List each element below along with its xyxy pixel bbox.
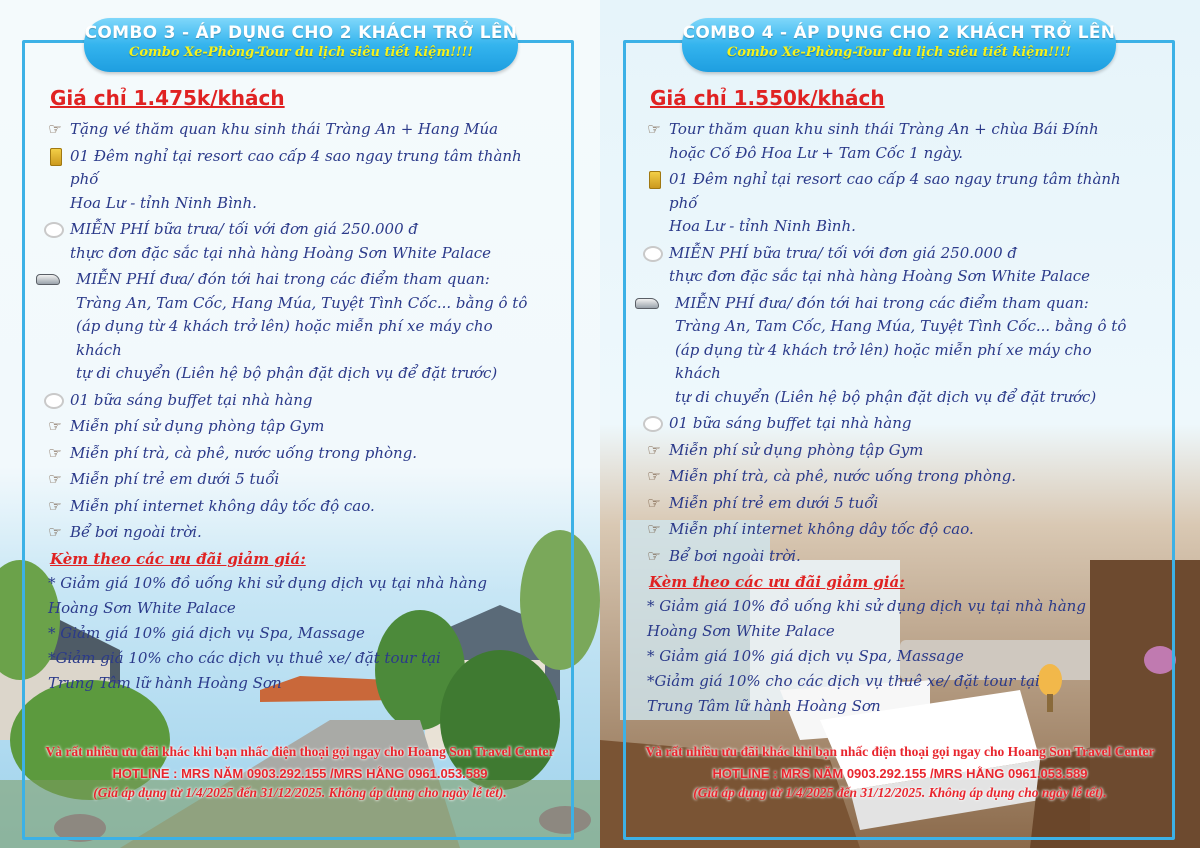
- hand-point-icon: ☞: [48, 120, 62, 139]
- amenity-text: Miễn phí trà, cà phê, nước uống trong phòng.: [669, 467, 1017, 485]
- amenity-item: [44, 389, 534, 413]
- amenity-text: Miễn phí sử dụng phòng tập Gym: [669, 440, 924, 459]
- amenity-item: [44, 495, 534, 519]
- hand-point-icon: ☞: [48, 417, 62, 436]
- amenity-item: [643, 465, 1133, 489]
- amenity-text: Tour thăm quan khu sinh thái Tràng An + chùa Bái Đính: [669, 120, 1099, 138]
- discount-offer-line: * Giảm giá 10% đồ uống khi sử dụng dịch vụ tại nhà hàng: [647, 597, 1086, 615]
- discount-offer-line: *Giảm giá 10% cho các dịch vụ thuê xe/ đặt tour tại: [48, 648, 441, 667]
- amenity-text: Miễn phí trẻ em dưới 5 tuổi: [70, 470, 280, 488]
- amenity-text: Bể bơi ngoài trời.: [669, 546, 801, 565]
- amenity-text: Tràng An, Tam Cốc, Hang Múa, Tuyệt Tình Cốc... bằng ô tô: [675, 317, 1127, 335]
- hotline[interactable]: HOTLINE : MRS NĂM 0903.292.155 /MRS HẰNG 0961.053.589: [112, 766, 488, 781]
- amenity-text: 01 bữa sáng buffet tại nhà hàng: [70, 390, 313, 409]
- amenity-item: [643, 242, 1133, 289]
- amenity-text: Miễn phí trà, cà phê, nước uống trong phòng.: [70, 443, 418, 462]
- hotel-icon: [649, 171, 661, 189]
- amenity-text: Miễn phí internet không dây tốc độ cao.: [70, 496, 375, 515]
- amenity-text: 01 Đêm nghỉ tại resort cao cấp 4 sao ngay trung tâm thành phố: [70, 146, 522, 188]
- amenity-text: tự di chuyển (Liên hệ bộ phận đặt dịch vụ để đặt trước): [675, 387, 1097, 406]
- amenity-item: [643, 439, 1133, 463]
- amenity-text: thực đơn đặc sắc tại nhà hàng Hoàng Sơn White Palace: [70, 243, 492, 262]
- discount-offer-line: Hoàng Sơn White Palace: [647, 622, 835, 640]
- hand-point-icon: ☞: [647, 546, 661, 565]
- amenity-text: tự di chuyển (Liên hệ bộ phận đặt dịch vụ để đặt trước): [76, 364, 498, 382]
- hotline[interactable]: HOTLINE : MRS NĂM 0903.292.155 /MRS HẰNG 0961.053.589: [712, 766, 1088, 781]
- offers-title: Kèm theo các ưu đãi giảm giá:: [649, 573, 905, 591]
- price-label: Giá chỉ 1.550k/khách: [650, 86, 885, 110]
- amenity-text: Tặng vé thăm quan khu sinh thái Tràng An + Hang Múa: [70, 120, 499, 138]
- hand-point-icon: ☞: [48, 496, 62, 515]
- amenity-item: [643, 545, 1133, 569]
- amenity-text: hoặc Cố Đô Hoa Lư + Tam Cốc 1 ngày.: [669, 143, 964, 162]
- amenity-item: [643, 292, 1133, 410]
- amenity-text: MIỄN PHÍ đưa/ đón tới hai trong các điểm tham quan:: [76, 270, 490, 288]
- amenity-item: [44, 118, 534, 142]
- hand-point-icon: ☞: [48, 523, 62, 542]
- plate-icon: [643, 246, 663, 262]
- combo-title: COMBO 3 - ÁP DỤNG CHO 2 KHÁCH TRỞ LÊN: [84, 23, 518, 43]
- hand-point-icon: ☞: [647, 520, 661, 539]
- hand-point-icon: ☞: [647, 493, 661, 512]
- amenity-item: [643, 168, 1133, 239]
- plate-icon: [643, 416, 663, 432]
- hand-point-icon: ☞: [647, 467, 661, 486]
- amenity-text: (áp dụng từ 4 khách trở lên) hoặc miễn phí xe máy cho khách: [76, 317, 493, 359]
- amenity-item: [44, 218, 534, 265]
- amenity-text: MIỄN PHÍ bữa trưa/ tối với đơn giá 250.000 đ: [669, 243, 1018, 262]
- discount-offer-line: * Giảm giá 10% giá dịch vụ Spa, Massage: [48, 623, 365, 642]
- combo-header-banner: [682, 18, 1116, 72]
- amenity-text: 01 Đêm nghỉ tại resort cao cấp 4 sao ngay trung tâm thành phố: [669, 170, 1121, 212]
- van-icon: [36, 274, 60, 285]
- discount-offer-line: *Giảm giá 10% cho các dịch vụ thuê xe/ đặt tour tại: [647, 672, 1040, 690]
- amenity-item: [44, 442, 534, 466]
- amenity-text: Hoa Lư - tỉnh Ninh Bình.: [70, 193, 257, 212]
- plate-icon: [44, 393, 64, 409]
- amenity-text: Miễn phí trẻ em dưới 5 tuổi: [669, 493, 879, 512]
- combo-4-panel: [600, 0, 1200, 848]
- amenity-text: Tràng An, Tam Cốc, Hang Múa, Tuyệt Tình Cốc... bằng ô tô: [76, 293, 528, 312]
- combo-title: COMBO 4 - ÁP DỤNG CHO 2 KHÁCH TRỞ LÊN: [682, 23, 1116, 43]
- hand-point-icon: ☞: [647, 120, 661, 139]
- hand-point-icon: ☞: [48, 443, 62, 462]
- amenity-item: [44, 521, 534, 545]
- amenity-text: thực đơn đặc sắc tại nhà hàng Hoàng Sơn White Palace: [669, 267, 1091, 285]
- amenity-text: Miễn phí internet không dây tốc độ cao.: [669, 520, 974, 538]
- amenity-item: [44, 268, 534, 386]
- amenity-item: [44, 468, 534, 492]
- discount-offer-line: * Giảm giá 10% đồ uống khi sử dụng dịch vụ tại nhà hàng: [48, 573, 487, 592]
- amenity-item: [643, 412, 1133, 436]
- hotel-icon: [50, 148, 62, 166]
- validity-note: (Giá áp dụng từ 1/4/2025 đến 31/12/2025. Không áp dụng cho ngày lễ tết).: [93, 785, 507, 800]
- discount-offer-line: Trung Tâm lữ hành Hoàng Sơn: [48, 673, 282, 692]
- van-icon: [635, 298, 659, 309]
- combo-details: [643, 118, 1133, 719]
- footer-promo-line: Và rất nhiều ưu đãi khác khi bạn nhấc điện thoại gọi ngay cho Hoang Son Travel Center: [45, 744, 555, 759]
- combo-header-banner: [84, 18, 518, 72]
- amenity-item: [44, 415, 534, 439]
- discount-offer-line: * Giảm giá 10% giá dịch vụ Spa, Massage: [647, 647, 964, 665]
- amenity-text: (áp dụng từ 4 khách trở lên) hoặc miễn phí xe máy cho khách: [675, 340, 1092, 382]
- discount-offer-line: Trung Tâm lữ hành Hoàng Sơn: [647, 697, 881, 715]
- amenity-text: Hoa Lư - tỉnh Ninh Bình.: [669, 217, 856, 235]
- price-label: Giá chỉ 1.475k/khách: [50, 86, 285, 110]
- hand-point-icon: ☞: [48, 470, 62, 489]
- offers-title: Kèm theo các ưu đãi giảm giá:: [50, 549, 306, 568]
- combo-subtitle: Combo Xe-Phòng-Tour du lịch siêu tiết kiệm!!!!: [726, 45, 1072, 60]
- amenity-text: MIỄN PHÍ đưa/ đón tới hai trong các điểm tham quan:: [675, 293, 1089, 312]
- hand-point-icon: ☞: [647, 440, 661, 459]
- amenity-item: [643, 492, 1133, 516]
- combo-details: [44, 118, 534, 696]
- plate-icon: [44, 222, 64, 238]
- footer-promo-line: Và rất nhiều ưu đãi khác khi bạn nhấc điện thoại gọi ngay cho Hoang Son Travel Center: [645, 744, 1155, 759]
- amenity-text: 01 bữa sáng buffet tại nhà hàng: [669, 414, 912, 432]
- amenity-text: MIỄN PHÍ bữa trưa/ tối với đơn giá 250.000 đ: [70, 220, 419, 238]
- combo-subtitle: Combo Xe-Phòng-Tour du lịch siêu tiết kiệm!!!!: [128, 45, 474, 60]
- validity-note: (Giá áp dụng từ 1/4/2025 đến 31/12/2025. Không áp dụng cho ngày lễ tết).: [693, 785, 1107, 800]
- amenity-text: Miễn phí sử dụng phòng tập Gym: [70, 417, 325, 435]
- amenity-item: [643, 518, 1133, 542]
- amenity-item: [44, 145, 534, 216]
- amenity-text: Bể bơi ngoài trời.: [70, 523, 202, 541]
- amenity-item: [643, 118, 1133, 165]
- discount-offer-line: Hoàng Sơn White Palace: [48, 598, 236, 617]
